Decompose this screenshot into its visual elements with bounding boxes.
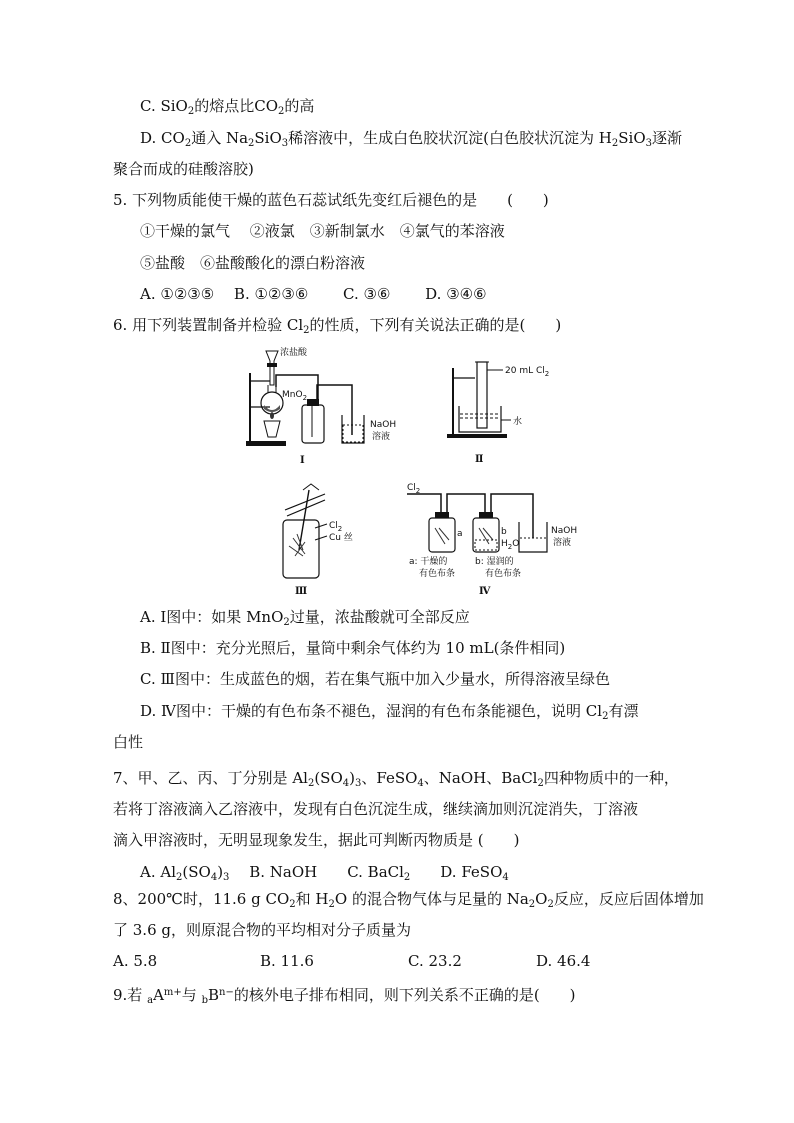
q8-option-c: C. 23.2 <box>408 952 462 970</box>
fig4-solution-label: 溶液 <box>553 538 572 548</box>
svg-text:Cl2: $Cl_2$ <box>407 483 421 495</box>
svg-text:H2O: $H_2O$ <box>501 539 520 551</box>
fig3-cl2-label: Cl <box>329 521 338 531</box>
fig1-label: Ⅰ <box>300 455 305 466</box>
fig4-caption-b1: b: 湿润的 <box>475 557 514 567</box>
q8-line1: 8、200℃时，11.6 g $CO_2$和 $H_2O$ 的混合物气体与足量的 $Na_2O_2$反应，反应后固体增加 <box>113 890 704 910</box>
fig3-cu-label: Cu 丝 <box>329 533 353 543</box>
fig1-naoh-label: NaOH <box>370 420 397 430</box>
q6-option-c: C. Ⅲ图中：生成蓝色的烟，若在集气瓶中加入少量水，所得溶液呈绿色 <box>140 670 610 688</box>
fig4-caption-a2: 有色布条 <box>419 569 456 579</box>
fig2-label: Ⅱ <box>475 454 484 465</box>
fig4-caption-a1: a: 干燥的 <box>409 557 448 567</box>
q5-options: A. ①②③⑤ B. ①②③⑥ C. ③⑥ D. ③④⑥ <box>140 285 487 303</box>
q9-stem: 9.若 $_aA^{m+}$与 $_bB^{n-}$的核外电子排布相同，则下列关系不正确的是( ) <box>113 986 576 1006</box>
apparatus-figure-3 <box>275 480 405 600</box>
q5-items-line2: ⑤盐酸 ⑥盐酸酸化的漂白粉溶液 <box>140 254 366 272</box>
q7-line3: 滴入甲溶液时，无明显现象发生，据此可判断丙物质是 ( ) <box>113 831 520 849</box>
q7-line1: 7、甲、乙、丙、丁分别是 $Al_2(SO_4)_3$、FeSO$_4$、NaOH、BaCl$_2$四种物质中的一种， <box>113 769 679 789</box>
apparatus-figure-4 <box>405 478 600 603</box>
q8-option-a: A. 5.8 <box>113 952 158 970</box>
fig4-h2o-label: H <box>501 539 508 549</box>
q4-option-c: C. SiO$_2$的熔点比$CO_2$的高 <box>140 97 315 117</box>
q4-option-d-line1: D. $CO_2$通入 $Na_2SiO_3$稀溶液中，生成白色胶状沉淀(白色胶状沉淀为 $H_2SiO_3$逐渐 <box>140 129 683 149</box>
q6-stem: 6. 用下列装置制备并检验 $Cl_2$的性质，下列有关说法正确的是( ) <box>113 316 562 336</box>
q5-items-line1: ①干燥的氯气 ②液氯 ③新制氯水 ④氯气的苯溶液 <box>140 222 505 240</box>
svg-text:20 mL Cl2: 20 mL $Cl_2$ <box>505 366 550 378</box>
fig2-gas-label: 20 mL Cl <box>505 366 545 376</box>
fig4-cl2-label: Cl <box>407 483 416 493</box>
svg-text:Cl2: $Cl_2$ <box>329 521 343 533</box>
apparatus-figure-2 <box>445 350 565 468</box>
fig4-naoh-label: NaOH <box>551 526 578 536</box>
fig1-solution-label: 溶液 <box>372 432 391 442</box>
q8-option-b: B. 11.6 <box>260 952 314 970</box>
q5-stem: 5. 下列物质能使干燥的蓝色石蕊试纸先变红后褪色的是 ( ) <box>113 191 549 209</box>
q8-line2: 了 3.6 g，则原混合物的平均相对分子质量为 <box>113 921 411 939</box>
q7-options: A. $Al_2(SO_4)_3$ B. NaOH C. BaCl$_2$ D. FeSO$_4$ <box>140 863 509 883</box>
q8-option-d: D. 46.4 <box>536 952 591 970</box>
fig4-caption-b2: 有色布条 <box>485 569 522 579</box>
svg-text:MnO2: MnO$_2$ <box>282 390 308 402</box>
q6-option-b: B. Ⅱ图中：充分光照后，量筒中剩余气体约为 10 mL(条件相同) <box>140 639 566 657</box>
fig3-label: Ⅲ <box>295 586 308 597</box>
fig4-a-label: a <box>457 529 463 539</box>
q6-option-a: A. Ⅰ图中：如果 MnO$_2$过量，浓盐酸就可全部反应 <box>140 608 470 628</box>
apparatus-figure-1 <box>240 345 410 470</box>
q4-option-d-line2: 聚合而成的硅酸溶胶) <box>113 160 254 178</box>
fig1-mno2-label: MnO <box>282 390 303 400</box>
q7-line2: 若将丁溶液滴入乙溶液中，发现有白色沉淀生成，继续滴加则沉淀消失，丁溶液 <box>113 800 639 818</box>
q6-option-d-line2: 白性 <box>113 733 144 751</box>
fig2-water-label: 水 <box>513 417 523 427</box>
fig4-b-label: b <box>501 527 507 537</box>
q6-option-d-line1: D. Ⅳ图中：干燥的有色布条不褪色，湿润的有色布条能褪色，说明 $Cl_2$有漂 <box>140 702 639 722</box>
fig1-acid-label: 浓盐酸 <box>280 348 308 358</box>
fig4-label: Ⅳ <box>479 586 491 597</box>
